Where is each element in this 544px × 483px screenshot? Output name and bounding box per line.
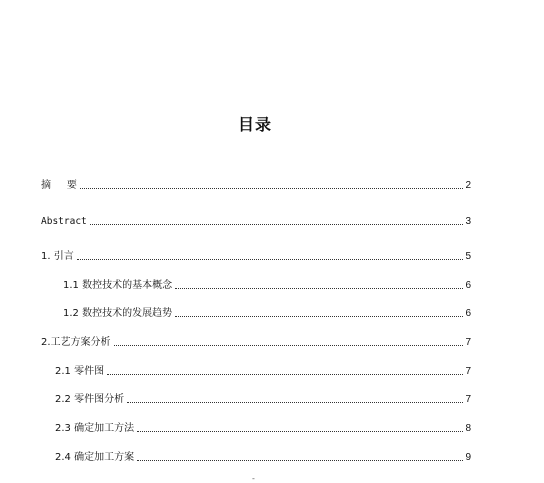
- toc-entry-section-2-2[interactable]: [55, 392, 471, 406]
- toc-leader-dots: [77, 258, 464, 260]
- toc-entry-label: 2.2 零件图分析: [55, 394, 125, 405]
- toc-entry-section-2-1[interactable]: [55, 364, 471, 378]
- toc-entry-page: 6: [465, 308, 471, 319]
- toc-entry-label: 2.工艺方案分析: [41, 337, 111, 348]
- toc-entry-label: 2.4 确定加工方案: [55, 452, 135, 463]
- toc-entry-abstract-cn[interactable]: [41, 178, 471, 192]
- toc-entry-section-2-4[interactable]: [55, 450, 471, 464]
- toc-entry-page: 3: [465, 216, 471, 227]
- toc-entry-label: 摘 要: [41, 180, 77, 191]
- toc-leader-dots: [80, 187, 464, 189]
- toc-entry-label: 2.3 确定加工方法: [55, 423, 135, 434]
- toc-entry-section-1-2[interactable]: [63, 306, 471, 320]
- toc-entry-page: 7: [465, 394, 471, 405]
- toc-entry-label: 1.2 数控技术的发展趋势: [63, 308, 173, 319]
- toc-leader-dots: [175, 315, 463, 317]
- toc-leader-dots: [137, 430, 463, 432]
- toc-entry-abstract-en[interactable]: [41, 214, 471, 228]
- toc-entry-label: 1. 引言: [41, 251, 74, 262]
- toc-entry-label: 2.1 零件图: [55, 366, 105, 377]
- toc-entry-chapter-2[interactable]: [41, 335, 471, 349]
- toc-entry-section-2-3[interactable]: [55, 421, 471, 435]
- toc-leader-dots: [107, 373, 463, 375]
- toc-leader-dots: [137, 459, 463, 461]
- toc-entry-page: 7: [465, 337, 471, 348]
- toc-leader-dots: [175, 287, 463, 289]
- toc-entry-chapter-1[interactable]: [41, 249, 471, 263]
- toc-entry-section-1-1[interactable]: [63, 278, 471, 292]
- toc-entry-page: 2: [465, 180, 471, 191]
- page-footer-mark: -: [252, 474, 255, 483]
- toc-leader-dots: [127, 401, 463, 403]
- toc-entry-page: 9: [465, 452, 471, 463]
- toc-title: 目录: [237, 115, 272, 134]
- toc-entry-page: 6: [465, 280, 471, 291]
- toc-entry-label: Abstract: [41, 216, 87, 227]
- toc-leader-dots: [90, 223, 464, 225]
- toc-entry-label: 1.1 数控技术的基本概念: [63, 280, 173, 291]
- toc-leader-dots: [114, 344, 464, 346]
- toc-entry-page: 8: [465, 423, 471, 434]
- toc-entry-page: 5: [465, 251, 471, 262]
- toc-entry-page: 7: [465, 366, 471, 377]
